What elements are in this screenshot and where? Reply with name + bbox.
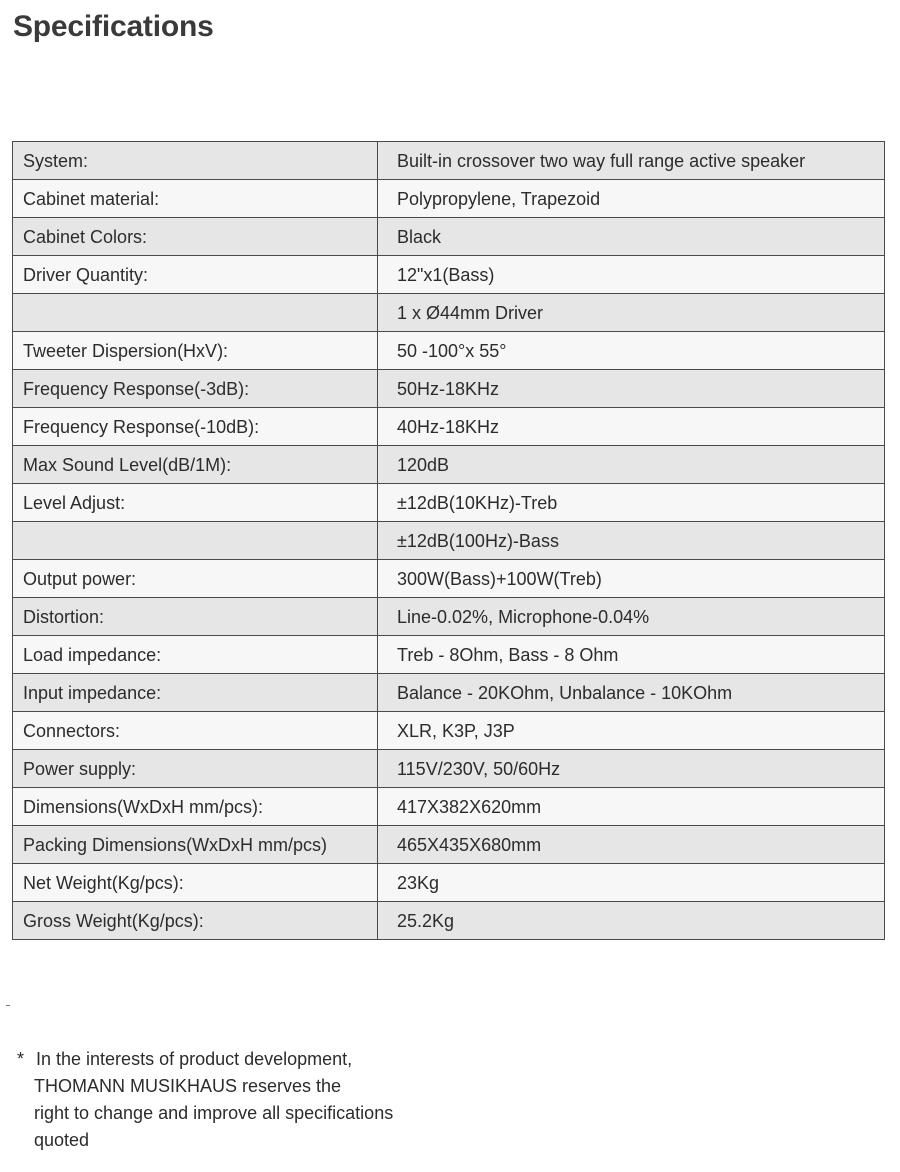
spec-value: 23Kg bbox=[378, 864, 885, 902]
spec-value: 115V/230V, 50/60Hz bbox=[378, 750, 885, 788]
spec-value: XLR, K3P, J3P bbox=[378, 712, 885, 750]
table-row bbox=[13, 598, 885, 636]
table-row bbox=[13, 788, 885, 826]
spec-label: Dimensions(WxDxH mm/pcs): bbox=[13, 788, 378, 826]
table-row bbox=[13, 674, 885, 712]
spec-value: Polypropylene, Trapezoid bbox=[378, 180, 885, 218]
spec-value: 40Hz-18KHz bbox=[378, 408, 885, 446]
spec-value: Balance - 20KOhm, Unbalance - 10KOhm bbox=[378, 674, 885, 712]
spec-value: Built-in crossover two way full range active speaker bbox=[378, 142, 885, 180]
spec-label: Distortion: bbox=[13, 598, 378, 636]
footnote-line: quoted bbox=[34, 1130, 90, 1150]
spec-value: 417X382X620mm bbox=[378, 788, 885, 826]
spec-value: 300W(Bass)+100W(Treb) bbox=[378, 560, 885, 598]
spec-label: Load impedance: bbox=[13, 636, 378, 674]
footnote-line: right to change and improve all specifications bbox=[34, 1103, 394, 1123]
page-title: Specifications bbox=[13, 10, 214, 43]
spec-label: Input impedance: bbox=[13, 674, 378, 712]
spec-value: 12"x1(Bass) bbox=[378, 256, 885, 294]
spec-value: 50Hz-18KHz bbox=[378, 370, 885, 408]
table-row bbox=[13, 750, 885, 788]
table-row bbox=[13, 712, 885, 750]
footnote-line: In the interests of product development, bbox=[36, 1049, 353, 1069]
spec-label: Gross Weight(Kg/pcs): bbox=[13, 902, 378, 940]
spec-label: Frequency Response(-10dB): bbox=[13, 408, 378, 446]
spec-value: 25.2Kg bbox=[378, 902, 885, 940]
table-row bbox=[13, 446, 885, 484]
table-row bbox=[13, 408, 885, 446]
spec-value: 1 x Ø44mm Driver bbox=[378, 294, 885, 332]
spec-label: Output power: bbox=[13, 560, 378, 598]
table-row bbox=[13, 560, 885, 598]
spec-label: Frequency Response(-3dB): bbox=[13, 370, 378, 408]
footnote-line: THOMANN MUSIKHAUS reserves the bbox=[34, 1076, 342, 1096]
spec-label: Packing Dimensions(WxDxH mm/pcs) bbox=[13, 826, 378, 864]
spec-label: Cabinet Colors: bbox=[13, 218, 378, 256]
spec-label: Driver Quantity: bbox=[13, 256, 378, 294]
table-row bbox=[13, 826, 885, 864]
table-row bbox=[13, 902, 885, 940]
spec-label bbox=[13, 294, 378, 332]
spec-value: Black bbox=[378, 218, 885, 256]
table-row bbox=[13, 864, 885, 902]
table-row bbox=[13, 636, 885, 674]
table-row bbox=[13, 522, 885, 560]
spec-label: System: bbox=[13, 142, 378, 180]
spec-value: 465X435X680mm bbox=[378, 826, 885, 864]
spec-label: Tweeter Dispersion(HxV): bbox=[13, 332, 378, 370]
spec-value: ±12dB(100Hz)-Bass bbox=[378, 522, 885, 560]
spec-label: Cabinet material: bbox=[13, 180, 378, 218]
table-row bbox=[13, 180, 885, 218]
table-row bbox=[13, 370, 885, 408]
spec-label: Connectors: bbox=[13, 712, 378, 750]
asterisk: * bbox=[17, 1049, 25, 1069]
spec-value: Line-0.02%, Microphone-0.04% bbox=[378, 598, 885, 636]
spec-value: Treb - 8Ohm, Bass - 8 Ohm bbox=[378, 636, 885, 674]
footnote bbox=[17, 1046, 457, 1154]
scan-mark bbox=[6, 1005, 10, 1006]
table-row bbox=[13, 484, 885, 522]
specifications-table bbox=[12, 141, 885, 940]
spec-label: Power supply: bbox=[13, 750, 378, 788]
spec-label: Net Weight(Kg/pcs): bbox=[13, 864, 378, 902]
table-row bbox=[13, 256, 885, 294]
spec-value: 120dB bbox=[378, 446, 885, 484]
spec-label: Level Adjust: bbox=[13, 484, 378, 522]
table-row bbox=[13, 294, 885, 332]
spec-label: Max Sound Level(dB/1M): bbox=[13, 446, 378, 484]
table-row bbox=[13, 332, 885, 370]
spec-value: ±12dB(10KHz)-Treb bbox=[378, 484, 885, 522]
table-row bbox=[13, 218, 885, 256]
table-row bbox=[13, 142, 885, 180]
spec-value: 50 -100°x 55° bbox=[378, 332, 885, 370]
spec-label bbox=[13, 522, 378, 560]
